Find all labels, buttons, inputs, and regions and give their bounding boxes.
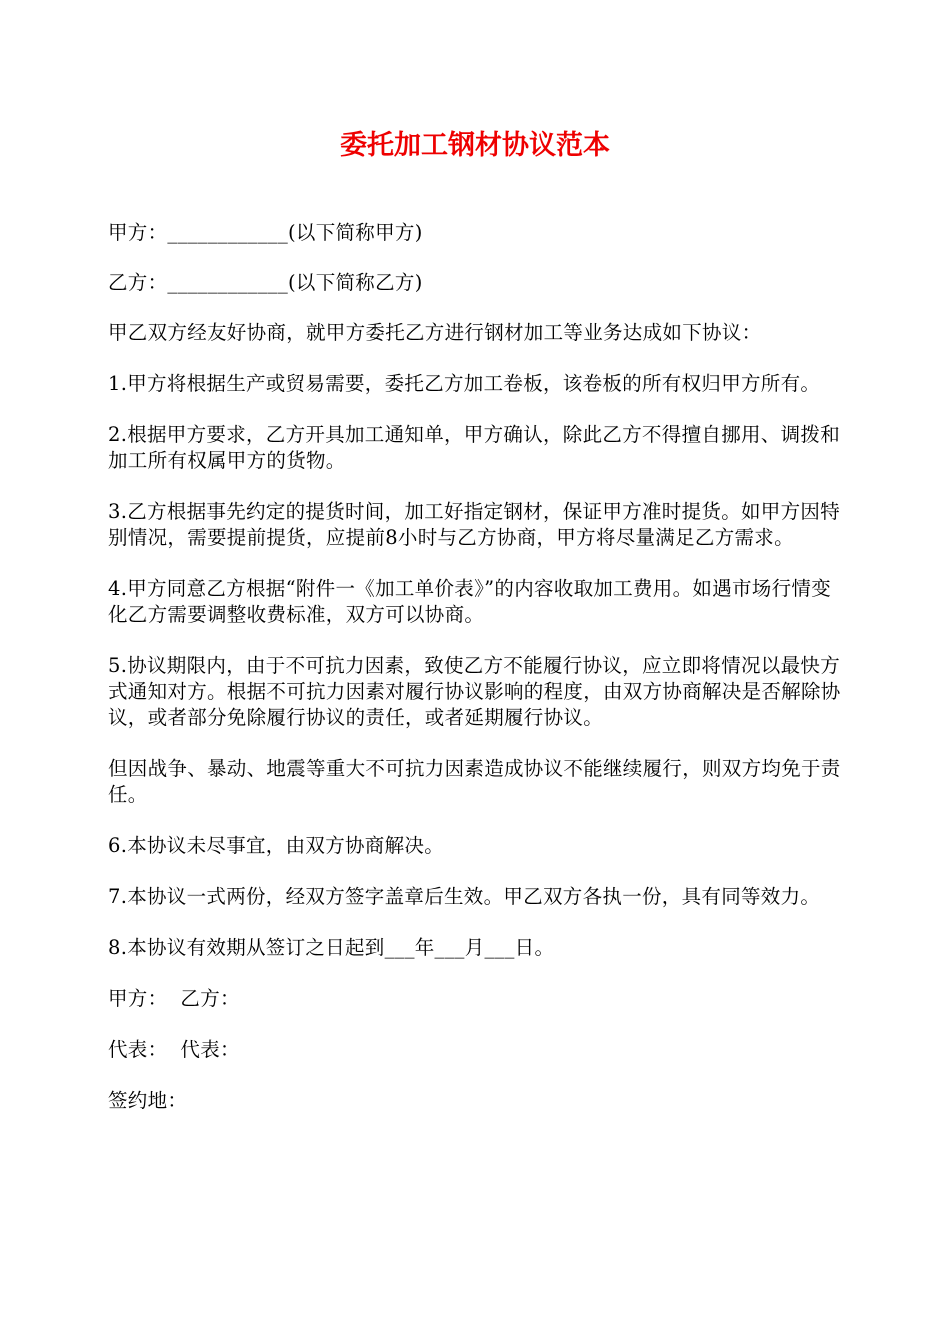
party-b-line: 乙方：____________(以下简称乙方) [108,271,423,294]
signing-place-line: 签约地： [108,1089,188,1112]
clause-4: 4.甲方同意乙方根据“附件一《加工单价表》”的内容收取加工费用。如遇市场行情变化乙方需要调整收费标准，双方可以协商。 [108,577,831,626]
signature-parties-line: 甲方： 乙方： [108,987,240,1010]
clause-5: 5.协议期限内，由于不可抗力因素，致使乙方不能履行协议，应立即将情况以最快方式通知对方。根据不可抗力因素对履行协议影响的程度，由双方协商解决是否解除协议，或者部分免除履行协议的责任，或者延期履行协议。 [108,654,841,729]
party-a-line: 甲方：____________(以下简称甲方) [108,221,423,244]
clause-7: 7.本协议一式两份，经双方签字盖章后生效。甲乙双方各执一份，具有同等效力。 [108,885,821,908]
clause-8: 8.本协议有效期从签订之日起到___年___月___日。 [108,936,555,959]
preamble-paragraph: 甲乙双方经友好协商，就甲方委托乙方进行钢材加工等业务达成如下协议： [108,321,762,344]
document-title: 委托加工钢材协议范本 [340,130,610,161]
clause-3: 3.乙方根据事先约定的提货时间，加工好指定钢材，保证甲方准时提货。如甲方因特别情况，需要提前提货，应提前8小时与乙方协商，甲方将尽量满足乙方需求。 [108,500,841,549]
clause-1: 1.甲方将根据生产或贸易需要，委托乙方加工卷板，该卷板的所有权归甲方所有。 [108,372,821,395]
clause-5-continued: 但因战争、暴动、地震等重大不可抗力因素造成协议不能继续履行，则双方均免于责任。 [108,757,841,806]
signature-representatives-line: 代表： 代表： [108,1038,240,1061]
clause-6: 6.本协议未尽事宜，由双方协商解决。 [108,834,445,857]
clause-2: 2.根据甲方要求，乙方开具加工通知单，甲方确认，除此乙方不得擅自挪用、调拨和加工所有权属甲方的货物。 [108,423,841,472]
